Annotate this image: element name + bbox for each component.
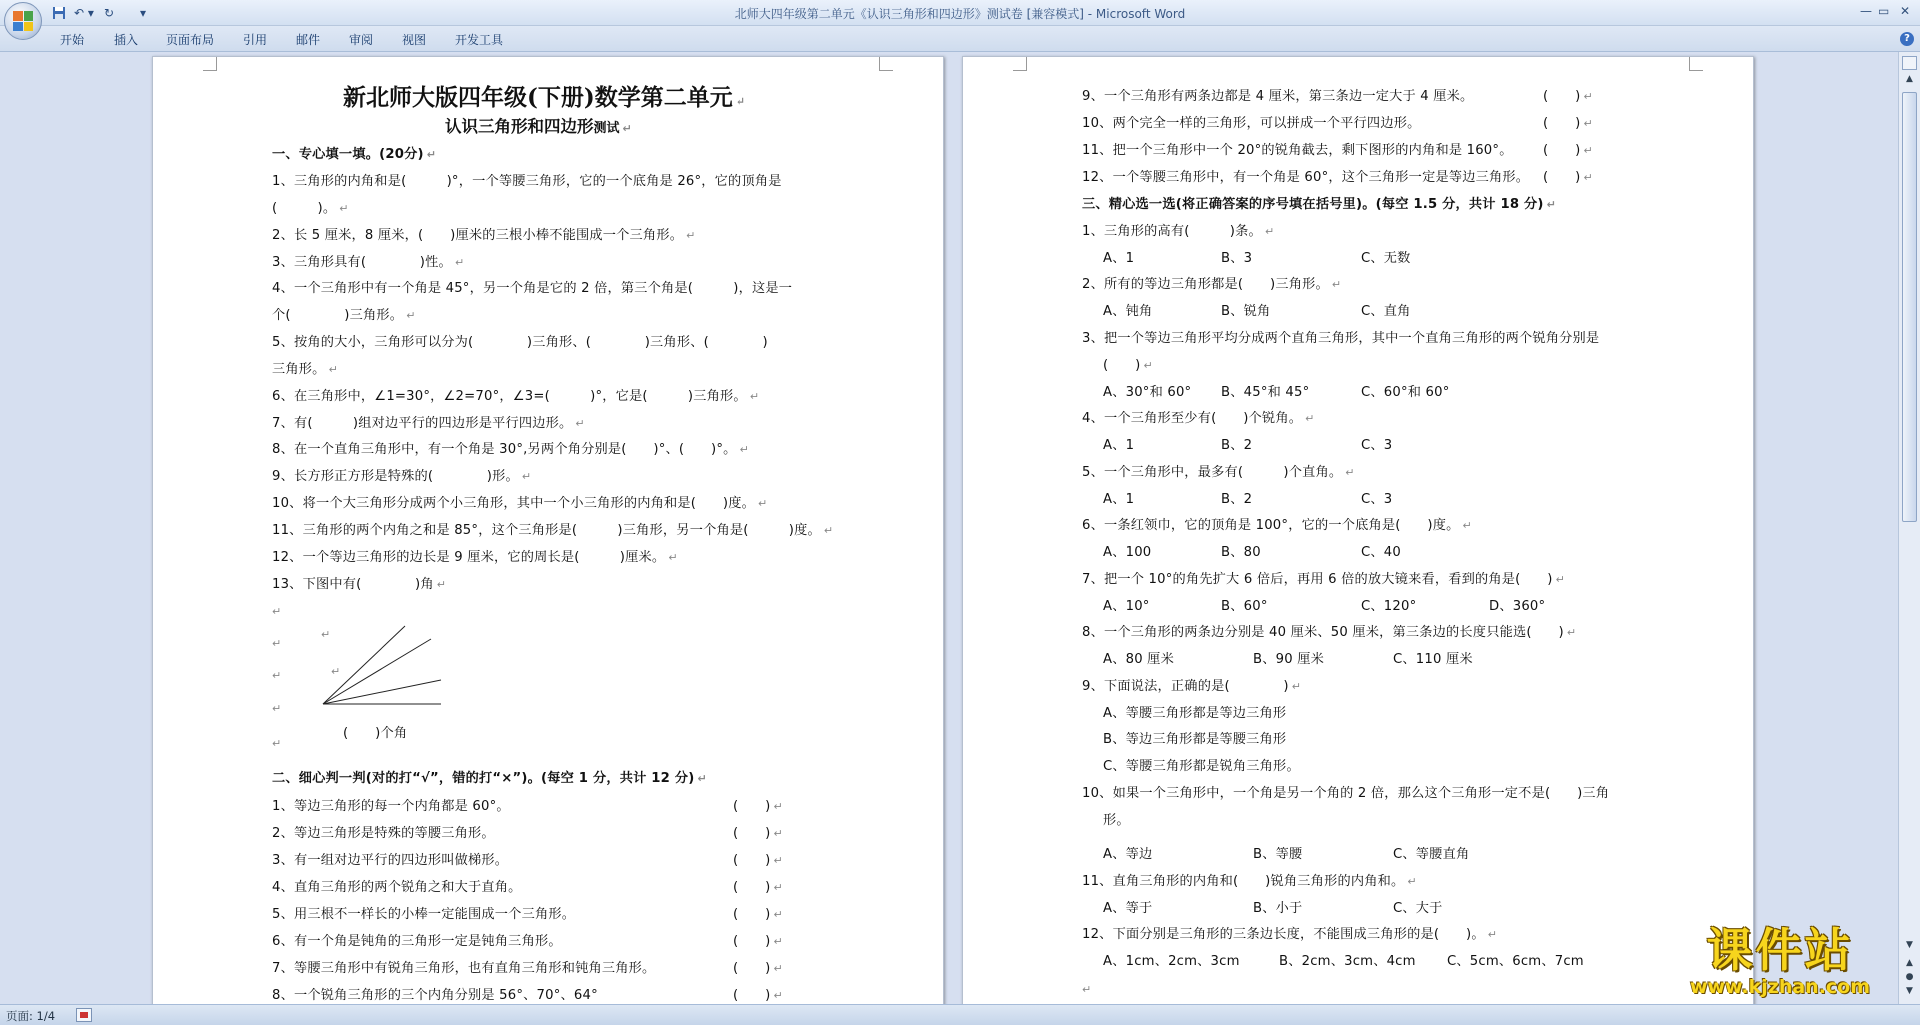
office-button[interactable] xyxy=(4,2,42,40)
tab-mailings[interactable]: 邮件 xyxy=(296,33,321,47)
scroll-up-icon[interactable]: ▲ xyxy=(1906,74,1913,84)
question: 3、把一个等边三角形平均分成两个直角三角形，其中一个直角三角形的两个锐角分别是 xyxy=(1082,331,1600,346)
table-row: 10、两个完全一样的三角形，可以拼成一个平行四边形。 xyxy=(1082,116,1421,131)
option: A、1cm、2cm、3cm xyxy=(1103,954,1240,969)
option: B、小于 xyxy=(1253,901,1303,916)
crop-mark xyxy=(203,57,217,71)
option: A、1 xyxy=(1103,251,1135,266)
option: B、锐角 xyxy=(1221,304,1271,319)
help-icon[interactable]: ? xyxy=(1900,32,1914,46)
option: B、等腰 xyxy=(1253,847,1303,862)
paragraph-mark: ↵ xyxy=(272,605,282,618)
option: B、3 xyxy=(1221,251,1253,266)
title-bar xyxy=(0,0,1920,26)
watermark-url: www.kjzhan.com xyxy=(1689,976,1871,998)
paragraph-mark: ↵ xyxy=(272,737,282,750)
option: B、90 厘米 xyxy=(1253,652,1324,667)
question: 6、一条红领巾，它的顶角是 100°，它的一个底角是( )度。 ↵ xyxy=(1082,518,1472,533)
next-page-icon[interactable]: ▼ xyxy=(1906,986,1913,996)
table-row: 7、等腰三角形中有锐角三角形，也有直角三角形和钝角三角形。 xyxy=(272,961,656,976)
question: 12、下面分别是三角形的三条边长度，不能围成三角形的是( )。 ↵ xyxy=(1082,927,1498,942)
office-logo-icon xyxy=(13,11,33,31)
answer-blank: ( ) ↵ xyxy=(733,934,783,949)
tab-home[interactable]: 开始 xyxy=(60,33,85,47)
list-item: 13、下图中有( )角 ↵ xyxy=(272,577,447,592)
table-row: 2、等边三角形是特殊的等腰三角形。 xyxy=(272,826,495,841)
question: 11、直角三角形的内角和( )锐角三角形的内角和。 ↵ xyxy=(1082,874,1417,889)
question: ( ) ↵ xyxy=(1103,358,1153,373)
list-item: 10、将一个大三角形分成两个小三角形，其中一个小三角形的内角和是( )度。 ↵ xyxy=(272,496,768,511)
list-item: 5、按角的大小，三角形可以分为( )三角形、( )三角形、( ) xyxy=(272,335,768,350)
answer-blank: ( ) ↵ xyxy=(733,853,783,868)
answer-blank: ( ) ↵ xyxy=(1543,143,1593,158)
option: A、10° xyxy=(1103,599,1150,614)
vertical-scrollbar[interactable] xyxy=(1898,52,1920,1004)
angles-figure xyxy=(313,622,453,712)
section-3-heading: 三、精心选一选(将正确答案的序号填在括号里)。(每空 1.5 分，共计 18 分) ↵ xyxy=(1082,197,1557,212)
option: B、2 xyxy=(1221,492,1253,507)
table-row: 5、用三根不一样长的小棒一定能围成一个三角形。 xyxy=(272,907,576,922)
option: C、110 厘米 xyxy=(1393,652,1473,667)
paragraph-mark: ↵ xyxy=(272,637,282,650)
select-browse-object-icon[interactable]: ● xyxy=(1905,972,1914,982)
list-item: 4、一个三角形中有一个角是 45°，另一个角是它的 2 倍，第三个角是( )，这是一 xyxy=(272,281,793,296)
list-item: 12、一个等边三角形的边长是 9 厘米，它的周长是( )厘米。 ↵ xyxy=(272,550,678,565)
tab-view[interactable]: 视图 xyxy=(402,33,427,47)
paragraph-mark: ↵ xyxy=(331,665,341,678)
scroll-down-icon[interactable]: ▼ xyxy=(1906,940,1913,950)
status-bar xyxy=(0,1004,1920,1025)
maximize-icon[interactable]: ▭ xyxy=(1878,4,1890,18)
list-item: 三角形。 ↵ xyxy=(272,362,338,377)
answer-blank: ( ) ↵ xyxy=(733,826,783,841)
list-item: 1、三角形的内角和是( )°，一个等腰三角形，它的一个底角是 26°，它的顶角是 xyxy=(272,174,782,189)
option: B、2 xyxy=(1221,438,1253,453)
question: 2、所有的等边三角形都是( )三角形。 ↵ xyxy=(1082,277,1342,292)
minimize-icon[interactable]: — xyxy=(1860,4,1872,18)
macro-recording-icon[interactable] xyxy=(76,1008,92,1022)
scroll-thumb[interactable] xyxy=(1902,92,1917,522)
list-item: 8、在一个直角三角形中，有一个角是 30°,另两个角分别是( )°、( )°。 ↵ xyxy=(272,442,749,457)
list-item: 2、长 5 厘米，8 厘米，( )厘米的三根小棒不能围成一个三角形。 ↵ xyxy=(272,228,696,243)
crop-mark xyxy=(1689,57,1703,71)
option: A、30°和 60° xyxy=(1103,385,1192,400)
answer-blank: ( ) ↵ xyxy=(1543,170,1593,185)
question: 形。 xyxy=(1103,813,1130,828)
paragraph-mark: ↵ xyxy=(272,702,282,715)
option: C、3 xyxy=(1361,438,1393,453)
option: C、3 xyxy=(1361,492,1393,507)
option: A、80 厘米 xyxy=(1103,652,1174,667)
document-area xyxy=(0,52,1898,1004)
option: A、1 xyxy=(1103,438,1135,453)
list-item: ( )。 ↵ xyxy=(272,201,349,216)
option: A、100 xyxy=(1103,545,1152,560)
redo-icon[interactable]: ↻ xyxy=(104,6,115,20)
tab-references[interactable]: 引用 xyxy=(243,33,268,47)
section-1-heading: 一、专心填一填。(20分) ↵ xyxy=(272,147,437,162)
option: D、360° xyxy=(1489,599,1546,614)
answer-blank: ( ) ↵ xyxy=(1543,116,1593,131)
option: A、1 xyxy=(1103,492,1135,507)
list-item: 3、三角形具有( )性。 ↵ xyxy=(272,255,465,270)
page-1 xyxy=(152,56,944,1004)
list-item: 11、三角形的两个内角之和是 85°，这个三角形是( )三角形，另一个角是( )度。 ↵ xyxy=(272,523,834,538)
option: C、120° xyxy=(1361,599,1417,614)
tab-page-layout[interactable]: 页面布局 xyxy=(166,33,215,47)
question: 10、如果一个三角形中，一个角是另一个角的 2 倍，那么这个三角形一定不是( )三角 xyxy=(1082,786,1610,801)
option: B、2cm、3cm、4cm xyxy=(1279,954,1416,969)
question: 7、把一个 10°的角先扩大 6 倍后，再用 6 倍的放大镜来看，看到的角是( ) ↵ xyxy=(1082,572,1566,587)
table-row: 4、直角三角形的两个锐角之和大于直角。 xyxy=(272,880,522,895)
table-row: 6、有一个角是钝角的三角形一定是钝角三角形。 xyxy=(272,934,562,949)
tab-review[interactable]: 审阅 xyxy=(349,33,374,47)
question: 9、下面说法，正确的是( ) ↵ xyxy=(1082,679,1302,694)
table-row: 11、把一个三角形中一个 20°的锐角截去，剩下图形的内角和是 160°。 xyxy=(1082,143,1513,158)
table-row: 8、一个锐角三角形的三个内角分别是 56°、70°、64° xyxy=(272,988,598,1003)
question: 5、一个三角形中，最多有( )个直角。 ↵ xyxy=(1082,465,1355,480)
answer-blank: ( ) ↵ xyxy=(733,988,783,1003)
ribbon-tabs xyxy=(0,26,1920,52)
tab-developer[interactable]: 开发工具 xyxy=(455,33,504,47)
table-row: 3、有一组对边平行的四边形叫做梯形。 xyxy=(272,853,509,868)
previous-page-icon[interactable]: ▲ xyxy=(1906,958,1913,968)
tab-insert[interactable]: 插入 xyxy=(114,33,139,47)
paragraph-mark: ↵ xyxy=(1082,983,1092,996)
window-title: 北师大四年级第二单元《认识三角形和四边形》测试卷 [兼容模式] - Microsoft Word xyxy=(734,7,1186,21)
option: C、大于 xyxy=(1393,901,1443,916)
answer-blank: ( ) ↵ xyxy=(1543,89,1593,104)
paragraph-mark: ↵ xyxy=(321,628,331,641)
figure-caption: ( )个角 xyxy=(343,726,408,741)
option: C、5cm、6cm、7cm xyxy=(1447,954,1584,969)
option: B、60° xyxy=(1221,599,1268,614)
list-item: 9、长方形正方形是特殊的( )形。 ↵ xyxy=(272,469,532,484)
page-2 xyxy=(962,56,1754,1004)
list-item: 个( )三角形。 ↵ xyxy=(272,308,416,323)
answer-blank: ( ) ↵ xyxy=(733,961,783,976)
option: A、等腰三角形都是等边三角形 xyxy=(1103,706,1287,721)
option: C、40 xyxy=(1361,545,1401,560)
doc-subtitle: 认识三角形和四边形测试 ↵ xyxy=(445,117,632,136)
table-row: 1、等边三角形的每一个内角都是 60°。 xyxy=(272,799,510,814)
section-2-heading: 二、细心判一判(对的打“√”，错的打“×”)。(每空 1 分，共计 12 分) ↵ xyxy=(272,771,707,786)
close-icon[interactable]: ✕ xyxy=(1900,4,1911,18)
answer-blank: ( ) ↵ xyxy=(733,799,783,814)
paragraph-mark: ↵ xyxy=(272,669,282,682)
table-row: 9、一个三角形有两条边都是 4 厘米，第三条边一定大于 4 厘米。 xyxy=(1082,89,1474,104)
question: 4、一个三角形至少有( )个锐角。 ↵ xyxy=(1082,411,1315,426)
option: C、直角 xyxy=(1361,304,1411,319)
option: C、等腰直角 xyxy=(1393,847,1470,862)
customize-qat-icon[interactable]: ▾ xyxy=(140,6,147,20)
page-indicator[interactable]: 页面: 1/4 xyxy=(6,1009,56,1023)
option: C、等腰三角形都是锐角三角形。 xyxy=(1103,759,1300,774)
doc-title: 新北师大版四年级(下册)数学第二单元 ↵ xyxy=(343,84,745,111)
list-item: 7、有( )组对边平行的四边形是平行四边形。 ↵ xyxy=(272,416,585,431)
option: B、45°和 45° xyxy=(1221,385,1310,400)
option: B、80 xyxy=(1221,545,1261,560)
option: A、等于 xyxy=(1103,901,1153,916)
option: C、60°和 60° xyxy=(1361,385,1450,400)
question: 1、三角形的高有( )条。 ↵ xyxy=(1082,224,1275,239)
undo-icon[interactable]: ↶ ▾ xyxy=(74,6,94,20)
answer-blank: ( ) ↵ xyxy=(733,880,783,895)
option: C、无数 xyxy=(1361,251,1411,266)
list-item: 6、在三角形中，∠1=30°，∠2=70°，∠3=( )°，它是( )三角形。 ↵ xyxy=(272,389,760,404)
watermark-name: 课件站 xyxy=(1706,923,1854,977)
table-row: 12、一个等腰三角形中，有一个角是 60°，这个三角形一定是等边三角形。 xyxy=(1082,170,1530,185)
watermark xyxy=(1655,924,1905,1002)
option: A、等边 xyxy=(1103,847,1153,862)
option: B、等边三角形都是等腰三角形 xyxy=(1103,732,1287,747)
crop-mark xyxy=(879,57,893,71)
answer-blank: ( ) ↵ xyxy=(733,907,783,922)
crop-mark xyxy=(1013,57,1027,71)
question: 8、一个三角形的两条边分别是 40 厘米、50 厘米，第三条边的长度只能选( ) ↵ xyxy=(1082,625,1577,640)
ruler-toggle-icon[interactable] xyxy=(1902,56,1917,70)
option: A、钝角 xyxy=(1103,304,1153,319)
